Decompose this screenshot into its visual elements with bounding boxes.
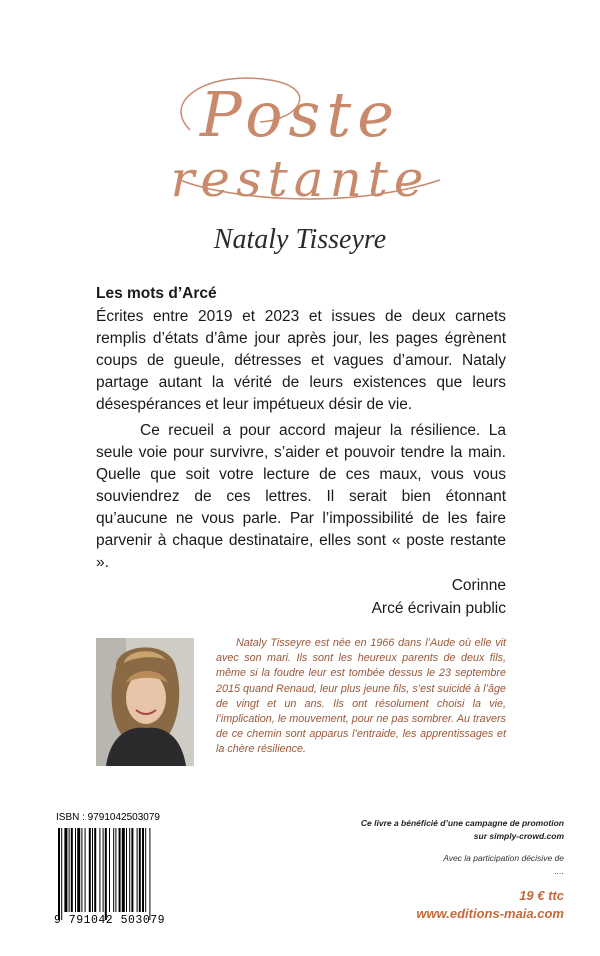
barcode-bar bbox=[131, 828, 133, 912]
author-bio-text: Nataly Tisseyre est née en 1966 dans l’Aude où elle vit avec son mari. Ils sont les heureux parents de deux fils, même si la foudre leur est tombée dessus le 23 septembre 2015 quand Renaud, leur plus jeune fils, s’est suicidé à l’âge de vingt et un ans. Ils ont résolument choisi la vie, l’implication, le mouvement, pour ne pas sombrer. Au travers de ce chemin sont apparus l’entraide, les apprentissages et la chère résilience. bbox=[216, 637, 506, 756]
blurb-paragraph-1: Écrites entre 2019 et 2023 et issues de deux carnets remplis d’états d’âme jour après jour, les pages égrènent coups de gueule, détresses et vagues d’amour. Nataly partage autant la vérité de leurs existences que leurs désespérances et leur impétueux désir de vie. bbox=[96, 308, 506, 413]
barcode-bar bbox=[77, 828, 80, 912]
barcode-bar bbox=[119, 828, 121, 912]
barcode-bar bbox=[61, 828, 62, 920]
book-title-line-1: Poste bbox=[200, 78, 400, 151]
blurb-paragraph-2: Ce recueil a pour accord majeur la résilience. La seule voie pour survivre, s’aider et pouvoir tendre la main. Quelle que soit votre lecture de ces maux, vous vous souviendrez de ces lettres. Il serait bien étonnant qu’aucune ne vous parle. Par l’impossibilité de les faire parvenir à chaque destinataire, elles sont « poste restante ». bbox=[96, 422, 506, 571]
price: 19 € ttc bbox=[519, 888, 564, 903]
barcode-bar bbox=[105, 828, 107, 920]
promo-line-1: Ce livre a bénéficié d’une campagne de promotion bbox=[360, 818, 564, 828]
barcode-bar bbox=[71, 828, 73, 912]
isbn-label: ISBN : 9791042503079 bbox=[56, 812, 160, 823]
signature-name: Corinne bbox=[451, 577, 506, 594]
barcode bbox=[54, 826, 180, 926]
author-name: Nataly Tisseyre bbox=[213, 224, 387, 255]
blurb-heading: Les mots d’Arcé bbox=[96, 285, 217, 302]
barcode-bar bbox=[145, 828, 146, 912]
barcode-bar bbox=[103, 828, 104, 912]
barcode-bar bbox=[122, 828, 125, 912]
barcode-bar bbox=[139, 828, 141, 912]
author-bio bbox=[216, 636, 506, 758]
participation-text: Avec la participation décisive de bbox=[443, 853, 564, 863]
participation-dots: .... bbox=[554, 866, 564, 876]
barcode-bar bbox=[81, 828, 82, 912]
barcode-bar bbox=[99, 828, 100, 912]
promo-line-2: sur simply-crowd.com bbox=[473, 831, 564, 841]
book-title-line-2: restante bbox=[170, 150, 430, 208]
author-photo bbox=[96, 638, 194, 766]
barcode-bar bbox=[94, 828, 96, 912]
barcode-bar bbox=[149, 828, 150, 920]
barcode-bar bbox=[58, 828, 60, 920]
barcode-bar bbox=[109, 828, 110, 912]
barcode-bar bbox=[129, 828, 130, 912]
barcode-bar bbox=[85, 828, 86, 912]
barcode-bar bbox=[142, 828, 144, 912]
barcode-bar bbox=[64, 828, 67, 912]
barcode-bar bbox=[137, 828, 138, 912]
barcode-bar bbox=[115, 828, 116, 912]
barcode-bar bbox=[113, 828, 114, 912]
barcode-bar bbox=[92, 828, 93, 912]
barcode-bar bbox=[126, 828, 127, 912]
signature-role: Arcé écrivain public bbox=[371, 600, 506, 617]
barcode-bar bbox=[69, 828, 70, 912]
barcode-digits: 9 791042 503079 bbox=[54, 914, 166, 927]
publisher-website: www.editions-maia.com bbox=[416, 906, 564, 921]
barcode-bar bbox=[75, 828, 76, 912]
barcode-bar bbox=[89, 828, 91, 912]
